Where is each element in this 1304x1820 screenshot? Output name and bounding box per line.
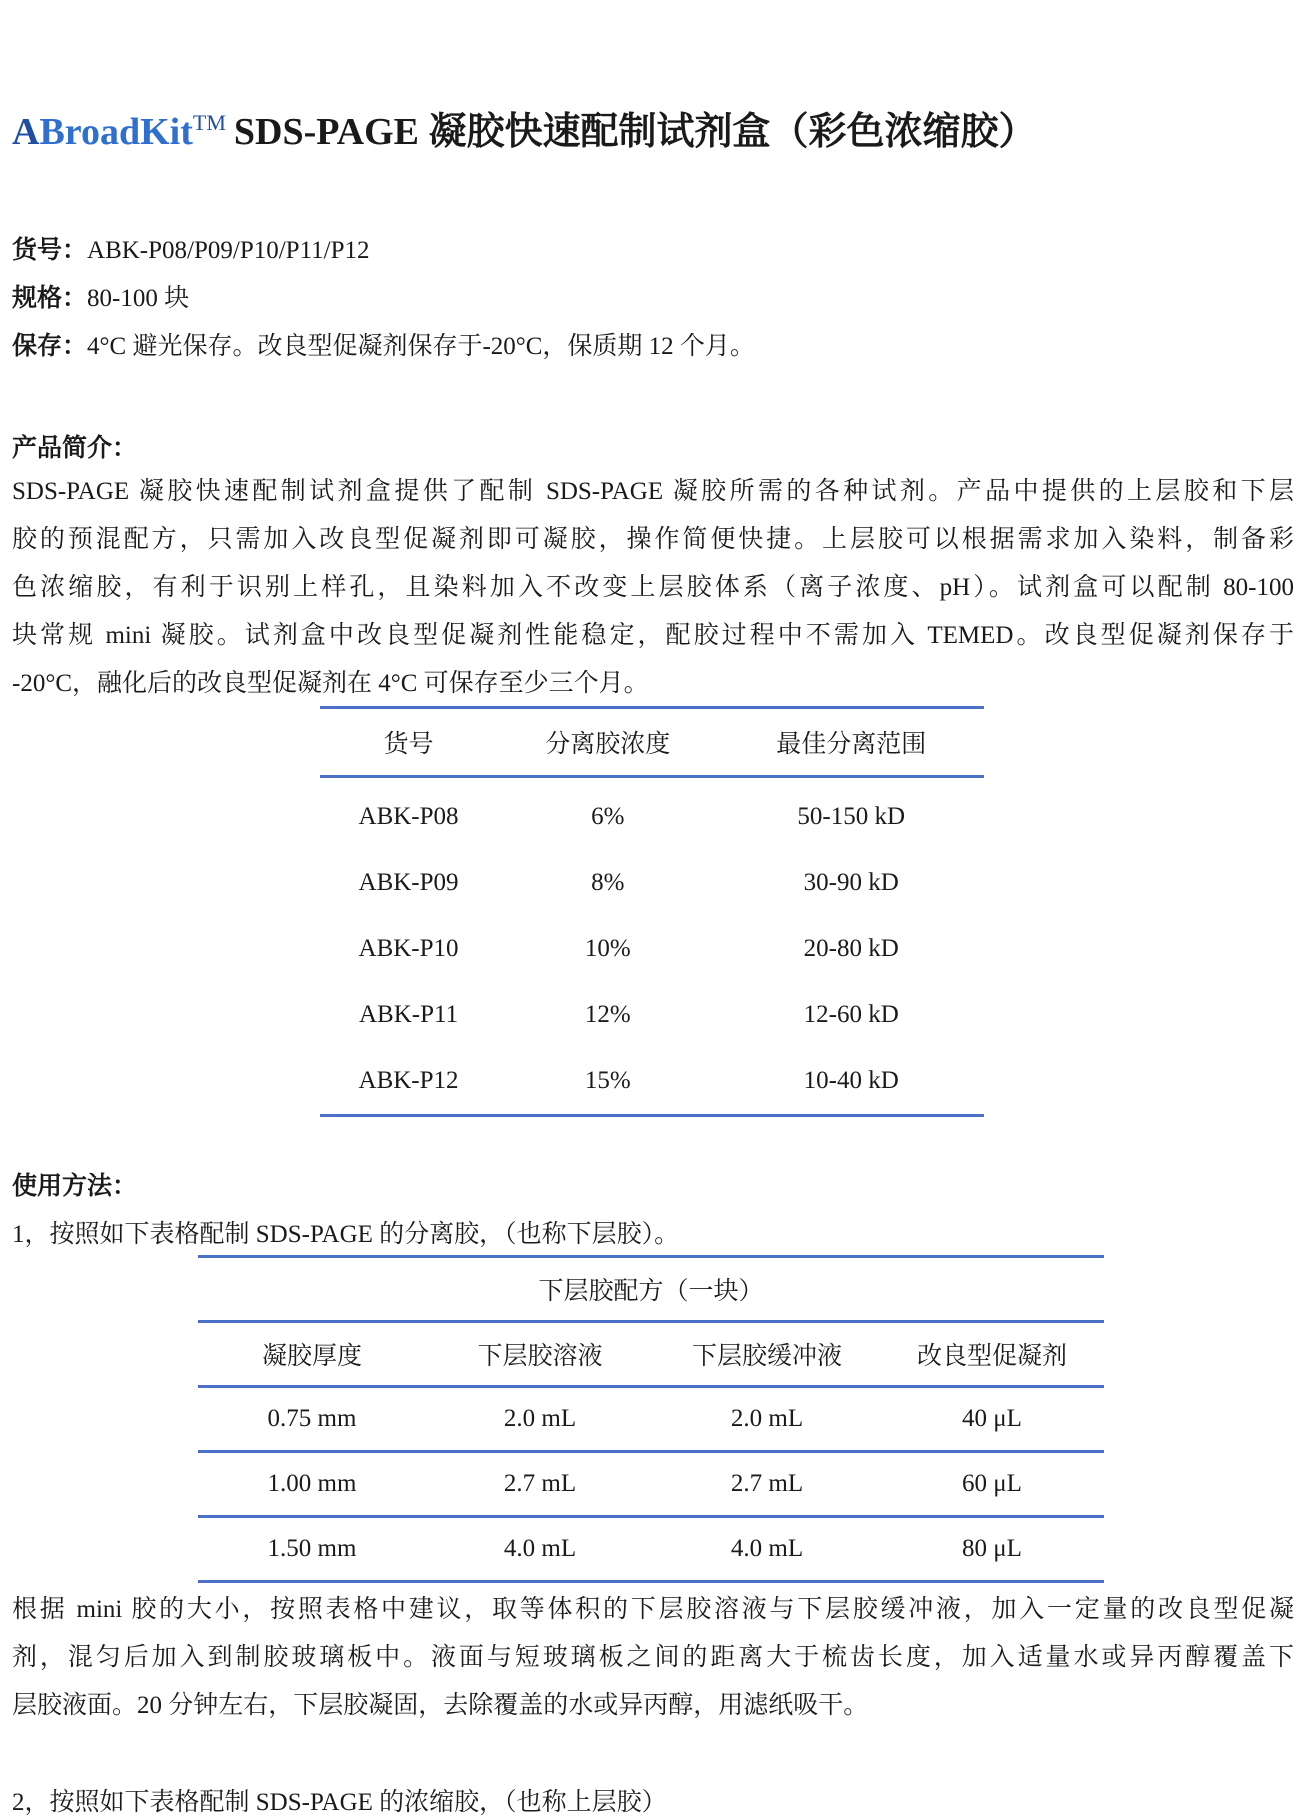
table-cell: 2.0 mL [426, 1387, 654, 1452]
instruction-line: 根据 mini 胶的大小，按照表格中建议，取等体积的下层胶溶液与下层胶缓冲液，加入一定量的改良型促凝 [12, 1596, 1294, 1623]
intro-heading: 产品简介： [12, 435, 138, 462]
step-2-text: 2，按照如下表格配制 SDS-PAGE 的浓缩胶，（也称上层胶） [12, 1789, 667, 1816]
table-cell: 40 μL [880, 1387, 1104, 1452]
intro-line: -20°C，融化后的改良型促凝剂在 4°C 可保存至少三个月。 [12, 670, 649, 697]
step-1-text: 1，按照如下表格配制 SDS-PAGE 的分离胶，（也称下层胶）。 [12, 1221, 680, 1248]
table-cell: 6% [591, 803, 625, 830]
table-cell: 2.7 mL [654, 1452, 880, 1517]
table-row [320, 982, 984, 1048]
table-header-cell: 货号 [320, 708, 497, 777]
table-row [198, 1387, 1104, 1452]
table-cell: 4.0 mL [654, 1517, 880, 1582]
table-cell: 12% [584, 1001, 631, 1028]
table-cell: 20-80 kD [803, 935, 899, 962]
specification: 规格：80-100 块 [12, 285, 190, 312]
table-cell: 12-60 kD [803, 1001, 899, 1028]
table-cell: 10% [584, 935, 631, 962]
table-cell: 15% [497, 1048, 718, 1116]
table-header-cell: 改良型促凝剂 [880, 1322, 1104, 1387]
catalog-number: 货号：ABK-P08/P09/P10/P11/P12 [12, 237, 370, 264]
table-row [320, 777, 984, 851]
table-header-cell: 凝胶厚度 [198, 1322, 426, 1387]
table-row [320, 916, 984, 982]
table-cell: 1.50 mm [198, 1517, 426, 1582]
table-cell: 4.0 mL [426, 1517, 654, 1582]
table-caption-row [198, 1257, 1104, 1322]
table-cell: 1.00 mm [198, 1452, 426, 1517]
usage-heading: 使用方法： [12, 1173, 138, 1200]
table-caption: 下层胶配方（一块） [198, 1257, 1104, 1322]
table-header-row [198, 1322, 1104, 1387]
table-cell: ABK-P08 [358, 803, 459, 830]
product-table [320, 706, 984, 1117]
table-cell: 2.7 mL [426, 1452, 654, 1517]
storage-info: 保存：4°C 避光保存。改良型促凝剂保存于-20°C，保质期 12 个月。 [12, 333, 755, 360]
table-row [320, 850, 984, 916]
table-cell: 0.75 mm [198, 1387, 426, 1452]
instruction-line: 剂，混匀后加入到制胶玻璃板中。液面与短玻璃板之间的距离大于梳齿长度，加入适量水或异丙醇覆盖下 [12, 1644, 1294, 1671]
table-cell: 8% [591, 869, 625, 896]
intro-line: SDS-PAGE 凝胶快速配制试剂盒提供了配制 SDS-PAGE 凝胶所需的各种试剂。产品中提供的上层胶和下层 [12, 478, 1294, 505]
intro-line: 色浓缩胶，有利于识别上样孔，且染料加入不改变上层胶体系（离子浓度、pH）。试剂盒可以配制 80-100 [12, 574, 1294, 601]
table-cell: 2.0 mL [654, 1387, 880, 1452]
instruction-line: 层胶液面。20 分钟左右，下层胶凝固，去除覆盖的水或异丙醇，用滤纸吸干。 [12, 1692, 869, 1719]
table-cell: ABK-P12 [320, 1048, 497, 1116]
intro-paragraph [12, 468, 1294, 708]
table-cell: 80 μL [880, 1517, 1104, 1582]
intro-line: 块常规 mini 凝胶。试剂盒中改良型促凝剂性能稳定，配胶过程中不需加入 TEMED。改良型促凝剂保存于 [12, 622, 1294, 649]
table-cell: ABK-P11 [358, 1001, 459, 1028]
table-header-row [320, 708, 984, 777]
table-header-cell: 分离胶浓度 [497, 708, 718, 777]
document-title [12, 110, 1037, 156]
lower-gel-table [198, 1255, 1104, 1583]
table-cell: ABK-P10 [358, 935, 459, 962]
table-row [198, 1517, 1104, 1582]
table-cell: 10-40 kD [718, 1048, 984, 1116]
table-cell: 60 μL [880, 1452, 1104, 1517]
table-cell: 50-150 kD [797, 803, 906, 830]
lower-gel-instructions [12, 1586, 1294, 1730]
table-header-cell: 下层胶缓冲液 [654, 1322, 880, 1387]
table-row [320, 1048, 984, 1116]
table-header-cell: 下层胶溶液 [426, 1322, 654, 1387]
table-cell: 30-90 kD [803, 869, 899, 896]
table-header-cell: 最佳分离范围 [718, 708, 984, 777]
title-text: SDS-PAGE 凝胶快速配制试剂盒（彩色浓缩胶） [233, 111, 1037, 153]
brand-logo: ABroadKit™ [12, 110, 226, 153]
table-cell: ABK-P09 [358, 869, 459, 896]
intro-line: 胶的预混配方，只需加入改良型促凝剂即可凝胶，操作简便快捷。上层胶可以根据需求加入染料，制备彩 [12, 526, 1294, 553]
table-row [198, 1452, 1104, 1517]
